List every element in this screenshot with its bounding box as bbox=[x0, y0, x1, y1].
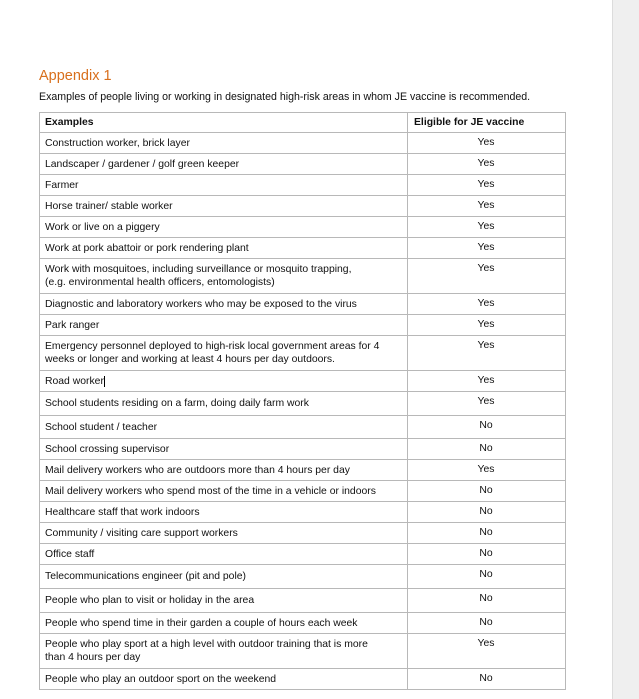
example-cell: Construction worker, brick layer bbox=[40, 133, 408, 154]
example-cell[interactable] bbox=[40, 371, 408, 392]
eligible-cell: No bbox=[408, 439, 566, 460]
table-row bbox=[40, 315, 566, 336]
table-row bbox=[40, 460, 566, 481]
example-cell: Horse trainer/ stable worker bbox=[40, 196, 408, 217]
eligible-cell: Yes bbox=[408, 154, 566, 175]
eligible-cell: No bbox=[408, 481, 566, 502]
table-row bbox=[40, 544, 566, 565]
table-row bbox=[40, 196, 566, 217]
eligible-cell: Yes bbox=[408, 217, 566, 238]
header-examples: Examples bbox=[40, 113, 408, 133]
table-row bbox=[40, 371, 566, 392]
example-cell: People who spend time in their garden a couple of hours each week bbox=[40, 613, 408, 634]
eligible-cell: Yes bbox=[408, 294, 566, 315]
table-row bbox=[40, 589, 566, 613]
vertical-scrollbar[interactable] bbox=[612, 0, 639, 699]
eligible-cell: Yes bbox=[408, 238, 566, 259]
eligible-cell: No bbox=[408, 523, 566, 544]
example-cell: School student / teacher bbox=[40, 416, 408, 439]
example-cell: People who plan to visit or holiday in the area bbox=[40, 589, 408, 613]
table-row bbox=[40, 392, 566, 416]
eligible-cell: No bbox=[408, 613, 566, 634]
eligible-cell: Yes bbox=[408, 392, 566, 416]
example-line: Emergency personnel deployed to high-risk local government areas for 4 bbox=[45, 341, 380, 352]
example-cell: Mail delivery workers who spend most of the time in a vehicle or indoors bbox=[40, 481, 408, 502]
example-cell: Telecommunications engineer (pit and pole) bbox=[40, 565, 408, 589]
eligible-cell: Yes bbox=[408, 315, 566, 336]
eligible-cell: No bbox=[408, 416, 566, 439]
table-row bbox=[40, 336, 566, 371]
appendix-title: Appendix 1 bbox=[39, 68, 112, 84]
table-row bbox=[40, 565, 566, 589]
eligible-cell: No bbox=[408, 502, 566, 523]
example-cell: Healthcare staff that work indoors bbox=[40, 502, 408, 523]
eligible-cell: No bbox=[408, 565, 566, 589]
example-cell: School crossing supervisor bbox=[40, 439, 408, 460]
eligible-cell: No bbox=[408, 669, 566, 690]
table-header-row bbox=[40, 113, 566, 133]
example-cell: Mail delivery workers who are outdoors more than 4 hours per day bbox=[40, 460, 408, 481]
example-cell: Landscaper / gardener / golf green keeper bbox=[40, 154, 408, 175]
example-cell: Community / visiting care support workers bbox=[40, 523, 408, 544]
table-row bbox=[40, 294, 566, 315]
road-worker-text[interactable]: Road worker bbox=[45, 375, 104, 387]
eligible-cell: Yes bbox=[408, 460, 566, 481]
table-row bbox=[40, 523, 566, 544]
example-cell: Park ranger bbox=[40, 315, 408, 336]
table-row bbox=[40, 613, 566, 634]
example-cell: Work or live on a piggery bbox=[40, 217, 408, 238]
eligible-cell: No bbox=[408, 589, 566, 613]
example-cell: People who play an outdoor sport on the weekend bbox=[40, 669, 408, 690]
example-cell: School students residing on a farm, doing daily farm work bbox=[40, 392, 408, 416]
table-row bbox=[40, 238, 566, 259]
table-row bbox=[40, 502, 566, 523]
eligible-cell: No bbox=[408, 544, 566, 565]
table-row bbox=[40, 154, 566, 175]
header-eligible: Eligible for JE vaccine bbox=[408, 113, 566, 133]
example-cell bbox=[40, 634, 408, 669]
table-row bbox=[40, 416, 566, 439]
eligible-cell: Yes bbox=[408, 133, 566, 154]
example-cell bbox=[40, 259, 408, 294]
je-eligibility-table bbox=[39, 112, 566, 690]
example-line: (e.g. environmental health officers, entomologists) bbox=[45, 277, 275, 288]
example-line: People who play sport at a high level with outdoor training that is more bbox=[45, 639, 368, 650]
example-line: weeks or longer and working at least 4 hours per day outdoors. bbox=[45, 354, 335, 365]
table-row bbox=[40, 217, 566, 238]
eligible-cell: Yes bbox=[408, 634, 566, 669]
example-cell: Work at pork abattoir or pork rendering plant bbox=[40, 238, 408, 259]
example-cell: Farmer bbox=[40, 175, 408, 196]
table-row bbox=[40, 133, 566, 154]
eligible-cell: Yes bbox=[408, 175, 566, 196]
table-row bbox=[40, 634, 566, 669]
example-cell: Office staff bbox=[40, 544, 408, 565]
eligible-cell: Yes bbox=[408, 336, 566, 371]
example-cell: Diagnostic and laboratory workers who may be exposed to the virus bbox=[40, 294, 408, 315]
table-row bbox=[40, 669, 566, 690]
eligible-cell: Yes bbox=[408, 196, 566, 217]
example-line: than 4 hours per day bbox=[45, 652, 141, 663]
example-cell bbox=[40, 336, 408, 371]
table-row bbox=[40, 439, 566, 460]
table-row bbox=[40, 481, 566, 502]
table-row bbox=[40, 175, 566, 196]
table-row bbox=[40, 259, 566, 294]
appendix-intro: Examples of people living or working in designated high-risk areas in whom JE vaccine is recommended. bbox=[39, 91, 531, 103]
eligible-cell: Yes bbox=[408, 259, 566, 294]
eligible-cell: Yes bbox=[408, 371, 566, 392]
example-line: Work with mosquitoes, including surveillance or mosquito trapping, bbox=[45, 264, 352, 275]
